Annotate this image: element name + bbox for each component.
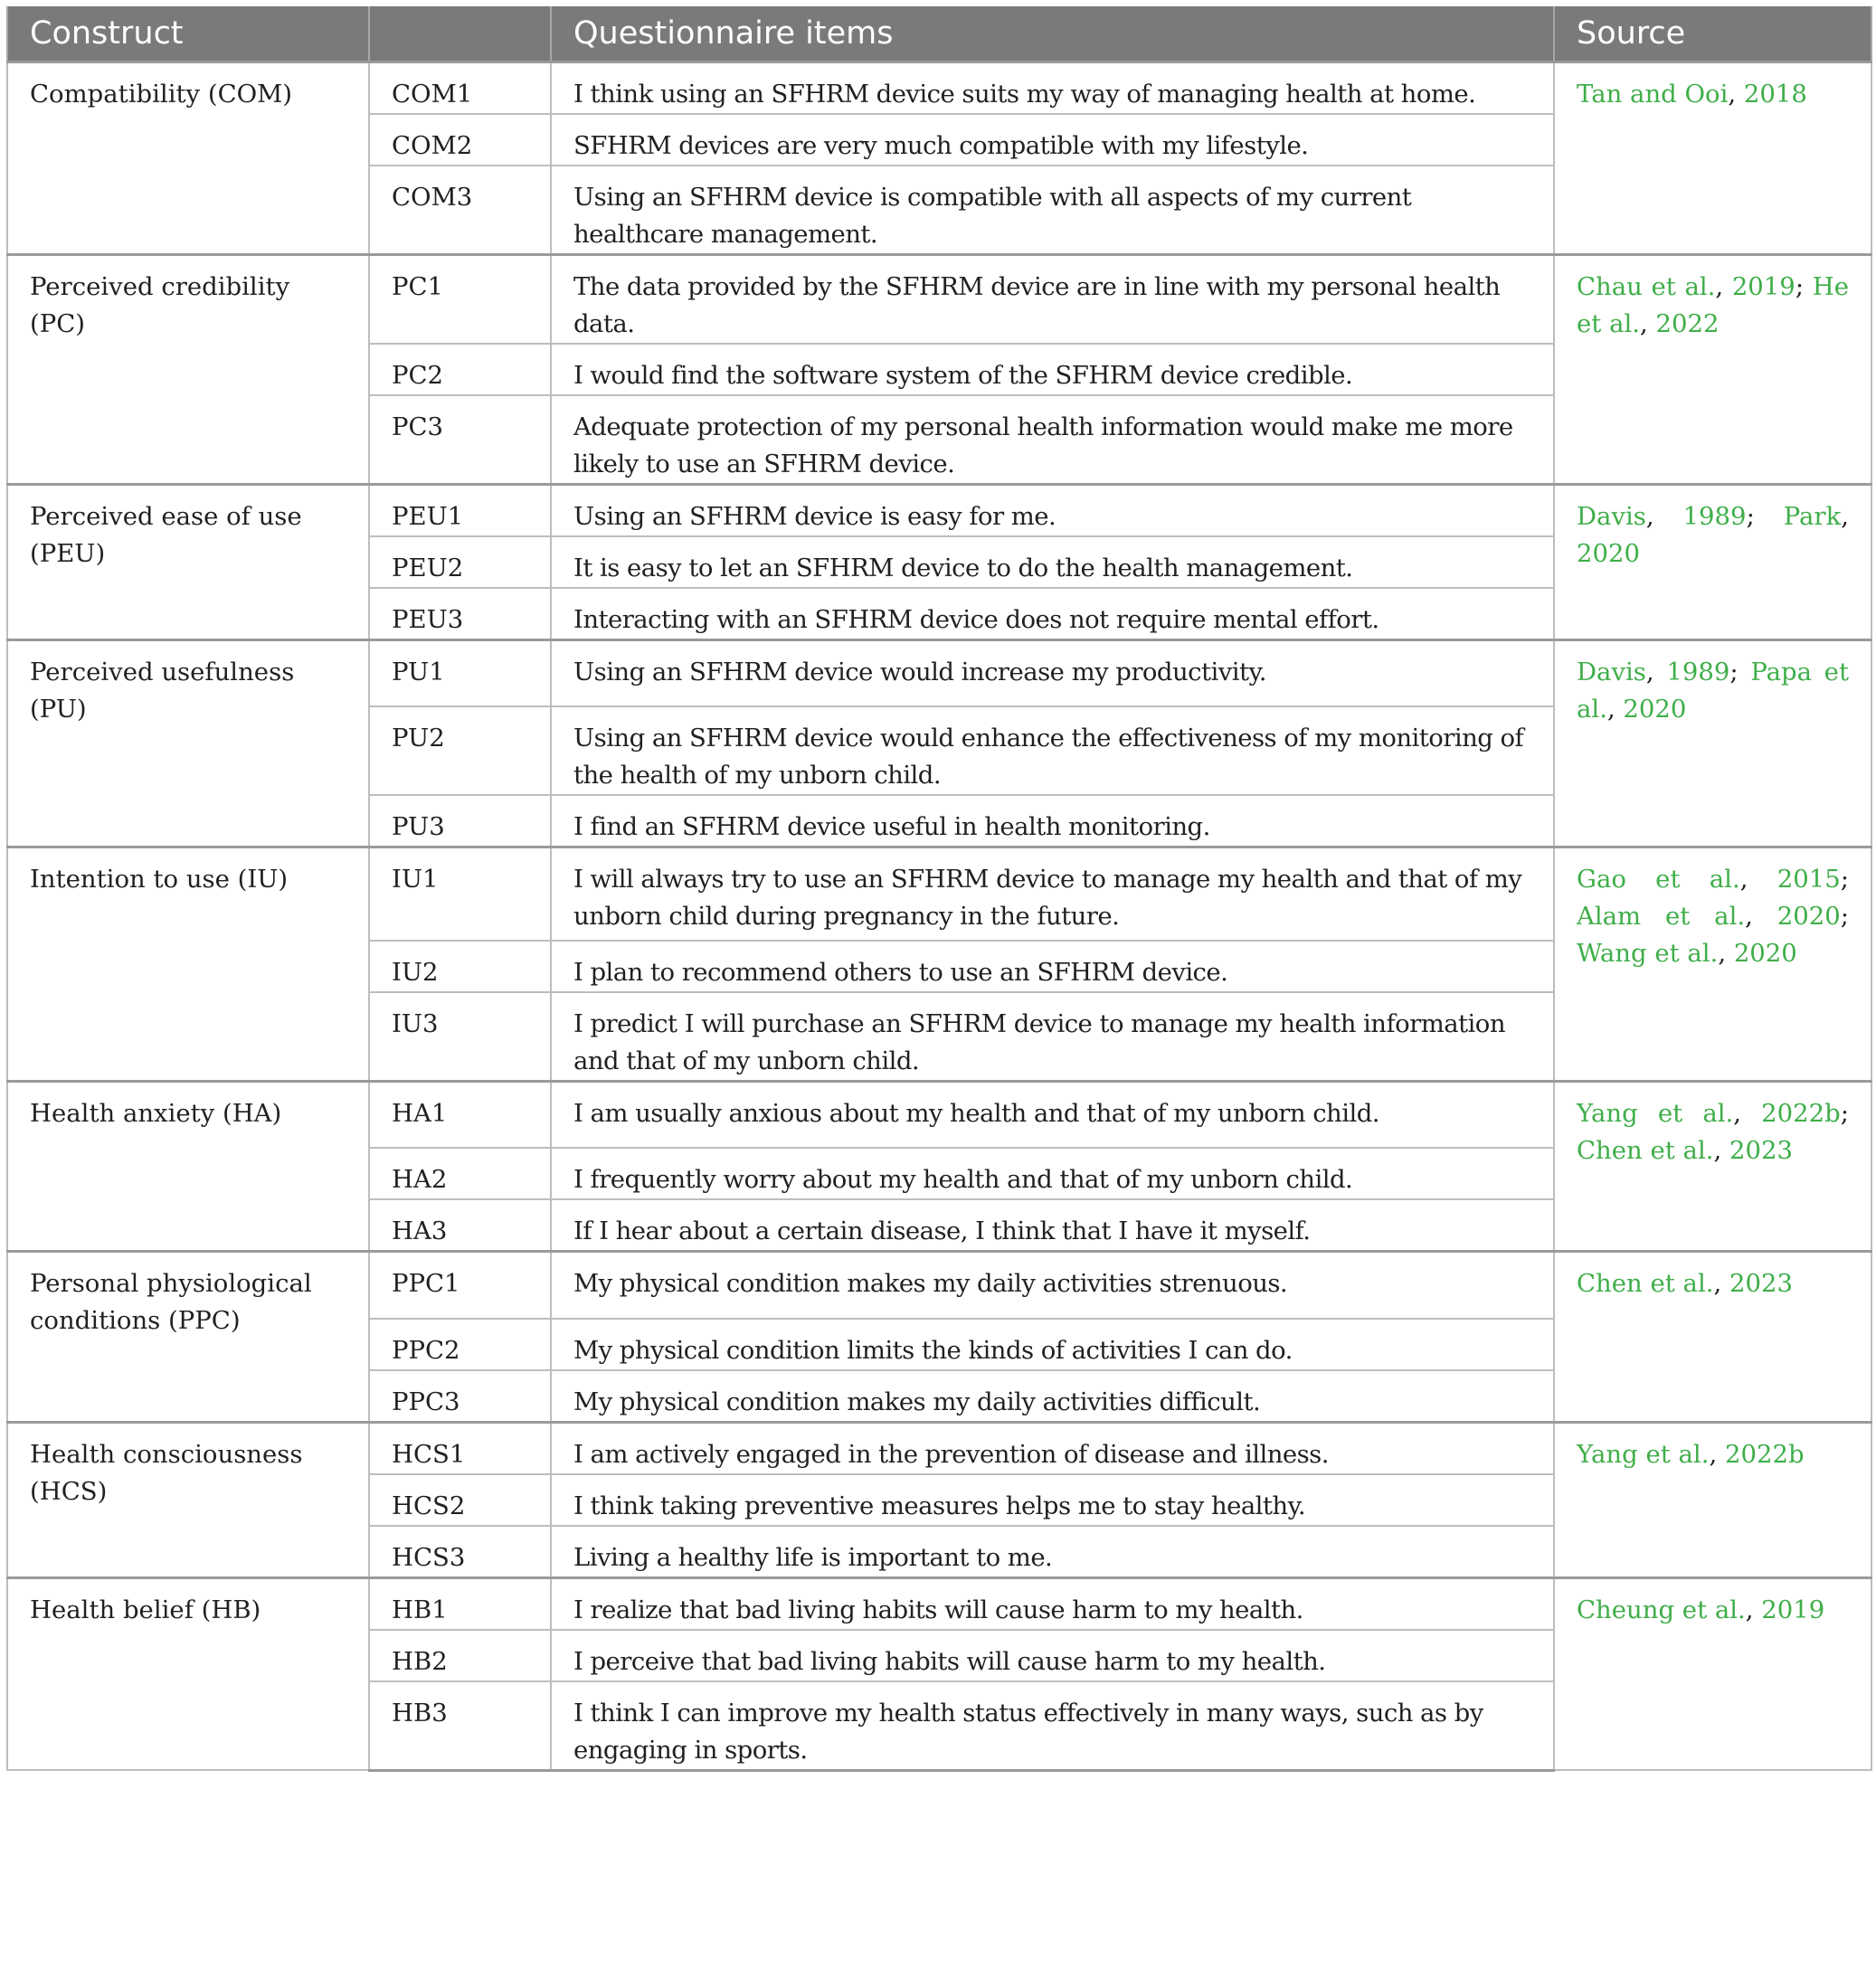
source-citation-link[interactable]: Alam et al. [1577,902,1746,931]
source-citation-link[interactable]: Yang et al. [1577,1439,1710,1469]
construct-cell: Personal physiological conditions (PPC) [7,1252,369,1423]
item-code-cell: HCS2 [369,1474,551,1526]
source-citation-link[interactable]: Davis [1577,501,1646,531]
item-text-cell: I realize that bad living habits will cause harm to my health. [551,1577,1554,1630]
item-code-cell: PPC1 [369,1252,551,1319]
item-code-cell: HB2 [369,1630,551,1681]
item-text-cell: I will always try to use an SFHRM device to manage my health and that of my unborn child during pregnancy in the future. [551,847,1554,941]
item-code-cell: PPC3 [369,1370,551,1423]
item-text-cell: I think using an SFHRM device suits my way of managing health at home. [551,62,1554,114]
source-citation-link[interactable]: 2020 [1777,902,1841,931]
source-separator: ; [1840,902,1849,931]
table-body [7,62,1871,1770]
item-text-cell: I think I can improve my health status effectively in many ways, such as by engaging in sports. [551,1681,1554,1771]
item-code-cell: COM2 [369,114,551,166]
item-text-cell: Using an SFHRM device is easy for me. [551,484,1554,536]
source-cell [1554,847,1871,1082]
item-code-cell: HA1 [369,1081,551,1148]
source-separator: , [1745,902,1777,931]
source-citation-link[interactable]: 2023 [1729,1135,1793,1165]
construct-cell: Health anxiety (HA) [7,1081,369,1252]
item-text-cell: I frequently worry about my health and that of my unborn child. [551,1148,1554,1199]
item-text-cell: My physical condition limits the kinds of activities I can do. [551,1319,1554,1370]
source-citation-link[interactable]: 2023 [1729,1269,1793,1298]
table-header [7,6,1871,62]
item-code-cell: PEU1 [369,484,551,536]
source-citation-link[interactable]: 2015 [1777,865,1841,894]
source-citation-link[interactable]: Yang et al. [1577,1098,1734,1128]
source-separator: , [1728,79,1744,109]
source-cell [1554,254,1871,484]
item-code-cell: PEU2 [369,536,551,588]
construct-cell: Intention to use (IU) [7,847,369,1082]
source-cell [1554,1081,1871,1252]
header-questionnaire-items: Questionnaire items [551,6,1554,62]
source-citation-link[interactable]: 2019 [1761,1595,1825,1624]
table-row [7,484,1871,536]
source-separator: , [1713,1269,1729,1298]
source-citation-link[interactable]: Wang et al. [1577,939,1719,968]
construct-cell: Health consciousness (HCS) [7,1422,369,1577]
item-text-cell: Using an SFHRM device would increase my productivity. [551,639,1554,706]
item-code-cell: PC3 [369,395,551,485]
table-row [7,1081,1871,1148]
source-citation-link[interactable]: 2022b [1724,1439,1805,1469]
item-text-cell: I predict I will purchase an SFHRM device to manage my health information and that of my unborn child. [551,992,1554,1082]
item-text-cell: Using an SFHRM device would enhance the effectiveness of my monitoring of the health of my unborn child. [551,706,1554,795]
item-text-cell: I think taking preventive measures helps me to stay healthy. [551,1474,1554,1526]
source-cell [1554,484,1871,639]
item-text-cell: Interacting with an SFHRM device does not require mental effort. [551,588,1554,640]
item-code-cell: PC2 [369,344,551,395]
table-row [7,1252,1871,1319]
item-code-cell: HCS1 [369,1422,551,1474]
source-citation-link[interactable]: Gao et al. [1577,865,1740,894]
source-citation-link[interactable]: Davis [1577,657,1646,686]
item-code-cell: COM1 [369,62,551,114]
item-code-cell: PEU3 [369,588,551,640]
source-citation-link[interactable]: Tan and Ooi [1577,79,1729,109]
item-code-cell: PU2 [369,706,551,795]
item-code-cell: IU3 [369,992,551,1082]
item-text-cell: I plan to recommend others to use an SFHRM device. [551,941,1554,992]
item-code-cell: HB1 [369,1577,551,1630]
source-cell [1554,1422,1871,1577]
source-cell [1554,639,1871,847]
table-row [7,639,1871,706]
construct-cell: Health belief (HB) [7,1577,369,1770]
construct-cell: Perceived usefulness (PU) [7,639,369,847]
source-separator: , [1745,1595,1762,1624]
construct-cell: Perceived ease of use (PEU) [7,484,369,639]
source-citation-link[interactable]: Chau et al. [1577,271,1716,301]
source-separator: , [1713,1135,1729,1165]
source-separator: , [1715,271,1732,301]
source-citation-link[interactable]: 2020 [1577,538,1640,568]
source-separator: , [1739,865,1777,894]
source-citation-link[interactable]: Park [1783,501,1842,531]
source-separator: , [1645,657,1667,686]
item-text-cell: If I hear about a certain disease, I think that I have it myself. [551,1199,1554,1252]
source-citation-link[interactable]: 2018 [1743,79,1807,109]
source-citation-link[interactable]: 1989 [1666,657,1730,686]
source-citation-link[interactable]: 2020 [1623,694,1687,724]
item-code-cell: PPC2 [369,1319,551,1370]
source-citation-link[interactable]: 2022b [1761,1098,1841,1128]
header-code [369,6,551,62]
header-source: Source [1554,6,1871,62]
item-text-cell: I find an SFHRM device useful in health monitoring. [551,795,1554,847]
source-citation-link[interactable]: Papa et al. [1577,657,1850,724]
item-text-cell: I am usually anxious about my health and that of my unborn child. [551,1081,1554,1148]
source-citation-link[interactable]: 2022 [1655,308,1720,338]
source-citation-link[interactable]: 2020 [1733,939,1797,968]
item-code-cell: PU1 [369,639,551,706]
item-code-cell: PC1 [369,254,551,344]
item-text-cell: Adequate protection of my personal health information would make me more likely to use an SFHRM device. [551,395,1554,485]
item-code-cell: IU2 [369,941,551,992]
item-text-cell: It is easy to let an SFHRM device to do the health management. [551,536,1554,588]
source-separator: , [1606,694,1624,724]
source-citation-link[interactable]: 2019 [1731,271,1795,301]
table-row [7,1577,1871,1630]
source-separator: ; [1840,865,1849,894]
item-code-cell: HCS3 [369,1526,551,1578]
source-citation-link[interactable]: Chen et al. [1577,1269,1714,1298]
source-cell [1554,62,1871,254]
item-code-cell: HA2 [369,1148,551,1199]
item-code-cell: HB3 [369,1681,551,1771]
source-separator: ; [1840,1098,1849,1128]
source-citation-link[interactable]: Chen et al. [1577,1135,1714,1165]
construct-cell: Compatibility (COM) [7,62,369,254]
source-separator: ; [1729,657,1751,686]
questionnaire-table [6,6,1872,1772]
item-text-cell: I am actively engaged in the prevention of disease and illness. [551,1422,1554,1474]
source-cell [1554,1577,1871,1770]
source-separator: , [1645,501,1683,531]
source-separator: ; [1795,271,1813,301]
item-code-cell: HA3 [369,1199,551,1252]
item-text-cell: SFHRM devices are very much compatible with my lifestyle. [551,114,1554,166]
item-text-cell: My physical condition makes my daily activities difficult. [551,1370,1554,1423]
source-separator: , [1733,1098,1762,1128]
source-cell [1554,1252,1871,1423]
source-separator: ; [1746,501,1784,531]
table-row [7,1422,1871,1474]
item-code-cell: IU1 [369,847,551,941]
table-row [7,847,1871,941]
item-text-cell: Living a healthy life is important to me. [551,1526,1554,1578]
source-citation-link[interactable]: 1989 [1682,501,1747,531]
item-text-cell: I perceive that bad living habits will cause harm to my health. [551,1630,1554,1681]
source-separator: , [1640,308,1656,338]
item-text-cell: My physical condition makes my daily activities strenuous. [551,1252,1554,1319]
table-row [7,254,1871,344]
source-citation-link[interactable]: Cheung et al. [1577,1595,1746,1624]
source-citation-link[interactable]: He et al. [1577,271,1849,338]
source-separator: , [1709,1439,1725,1469]
item-text-cell: The data provided by the SFHRM device are in line with my personal health data. [551,254,1554,344]
header-row [7,6,1871,62]
construct-cell: Perceived credibility (PC) [7,254,369,484]
source-separator: , [1841,501,1849,531]
item-code-cell: COM3 [369,166,551,255]
item-text-cell: I would find the software system of the SFHRM device credible. [551,344,1554,395]
source-separator: , [1718,939,1734,968]
header-construct: Construct [7,6,369,62]
table-row [7,62,1871,114]
item-text-cell: Using an SFHRM device is compatible with all aspects of my current healthcare management. [551,166,1554,255]
item-code-cell: PU3 [369,795,551,847]
